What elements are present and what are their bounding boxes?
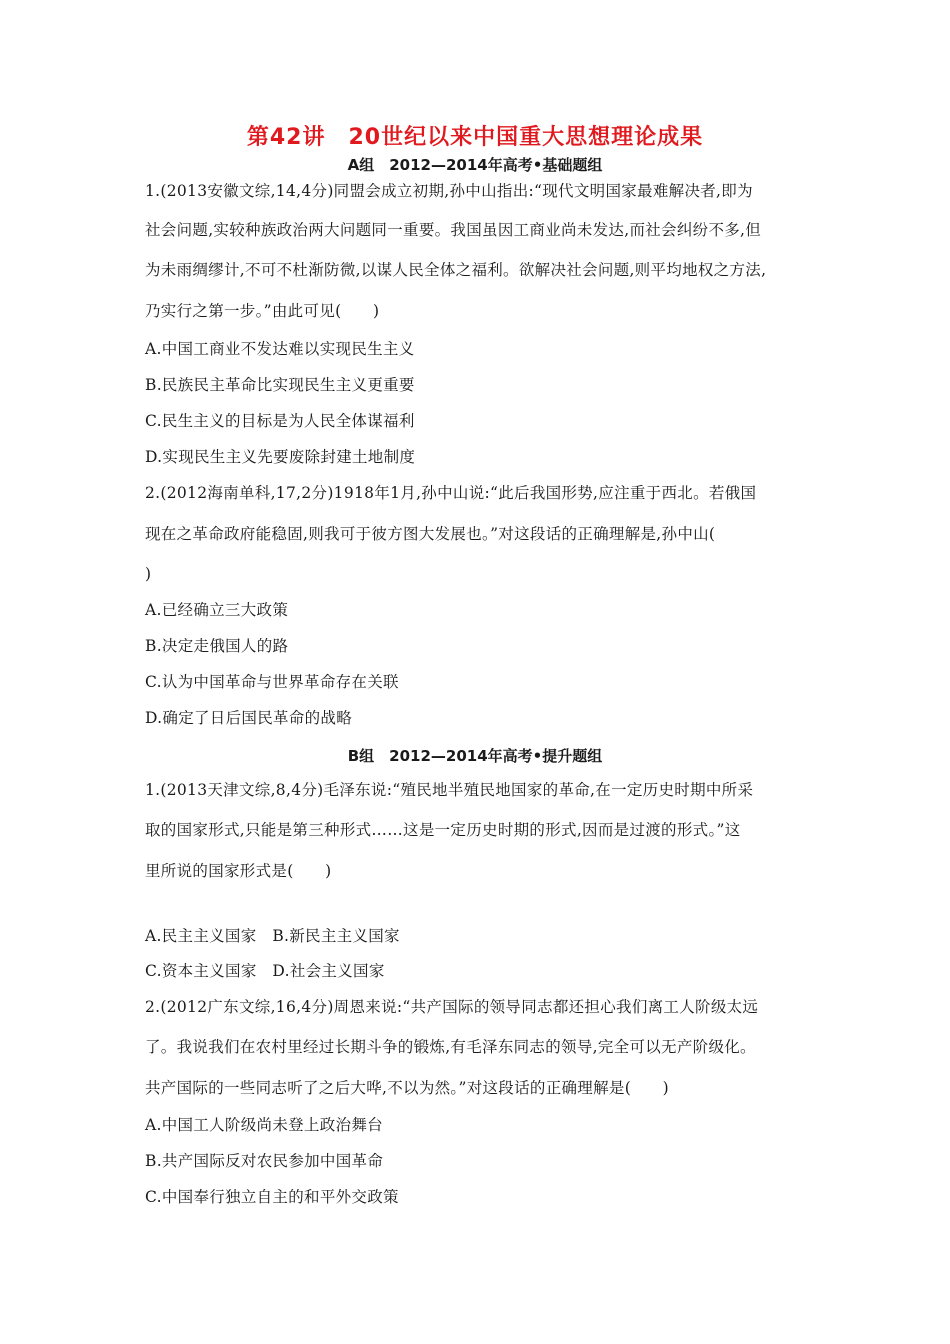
group-a-heading: A组 2012—2014年高考•基础题组 — [347, 156, 603, 174]
question-text-line: 1.(2013天津文综,8,4分)毛泽东说:“殖民地半殖民地国家的革命,在一定历史时期中所采 — [145, 781, 754, 799]
answer-option: B.共产国际反对农民参加中国革命 — [145, 1152, 384, 1170]
answer-option: B.民族民主革命比实现民生主义更重要 — [145, 376, 415, 394]
answer-option: A.民主主义国家 B.新民主主义国家 — [145, 927, 400, 945]
answer-option: D.实现民生主义先要废除封建土地制度 — [145, 448, 416, 466]
question-text-line: 共产国际的一些同志听了之后大哗,不以为然。”对这段话的正确理解是( ) — [145, 1079, 669, 1097]
question-text-line: 为未雨绸缪计,不可不杜渐防微,以谋人民全体之福利。欲解决社会问题,则平均地权之方法, — [145, 261, 767, 279]
question-text-line: ) — [145, 565, 152, 583]
question-text-line: 了。我说我们在农村里经过长期斗争的锻炼,有毛泽东同志的领导,完全可以无产阶级化。 — [145, 1038, 756, 1056]
question-text-line: 2.(2012广东文综,16,4分)周恩来说:“共产国际的领导同志都还担心我们离工人阶级太远 — [145, 998, 759, 1016]
answer-option: A.中国工商业不发达难以实现民生主义 — [145, 340, 415, 358]
question-text-line: 乃实行之第一步。”由此可见( ) — [145, 302, 380, 320]
answer-option: C.中国奉行独立自主的和平外交政策 — [145, 1188, 399, 1206]
answer-option: D.确定了日后国民革命的战略 — [145, 709, 353, 727]
question-text-line: 2.(2012海南单科,17,2分)1918年1月,孙中山说:“此后我国形势,应注重于西北。若俄国 — [145, 484, 757, 502]
question-text-line: 里所说的国家形式是( ) — [145, 862, 332, 880]
group-b-heading: B组 2012—2014年高考•提升题组 — [347, 747, 603, 765]
page-title: 第42讲 20世纪以来中国重大思想理论成果 — [246, 125, 704, 150]
answer-option: C.认为中国革命与世界革命存在关联 — [145, 673, 399, 691]
answer-option: A.中国工人阶级尚未登上政治舞台 — [145, 1116, 383, 1134]
question-text-line: 现在之革命政府能稳固,则我可于彼方图大发展也。”对这段话的正确理解是,孙中山( — [145, 525, 716, 543]
question-text-line: 1.(2013安徽文综,14,4分)同盟会成立初期,孙中山指出:“现代文明国家最难解决者,即为 — [145, 182, 753, 200]
answer-option: C.民生主义的目标是为人民全体谋福利 — [145, 412, 415, 430]
answer-option: C.资本主义国家 D.社会主义国家 — [145, 962, 385, 980]
question-text-line: 取的国家形式,只能是第三种形式……这是一定历史时期的形式,因而是过渡的形式。”这 — [145, 821, 741, 839]
answer-option: B.决定走俄国人的路 — [145, 637, 289, 655]
answer-option: A.已经确立三大政策 — [145, 601, 289, 619]
question-text-line: 社会问题,实较种族政治两大问题同一重要。我国虽因工商业尚未发达,而社会纠纷不多,但 — [145, 221, 762, 239]
